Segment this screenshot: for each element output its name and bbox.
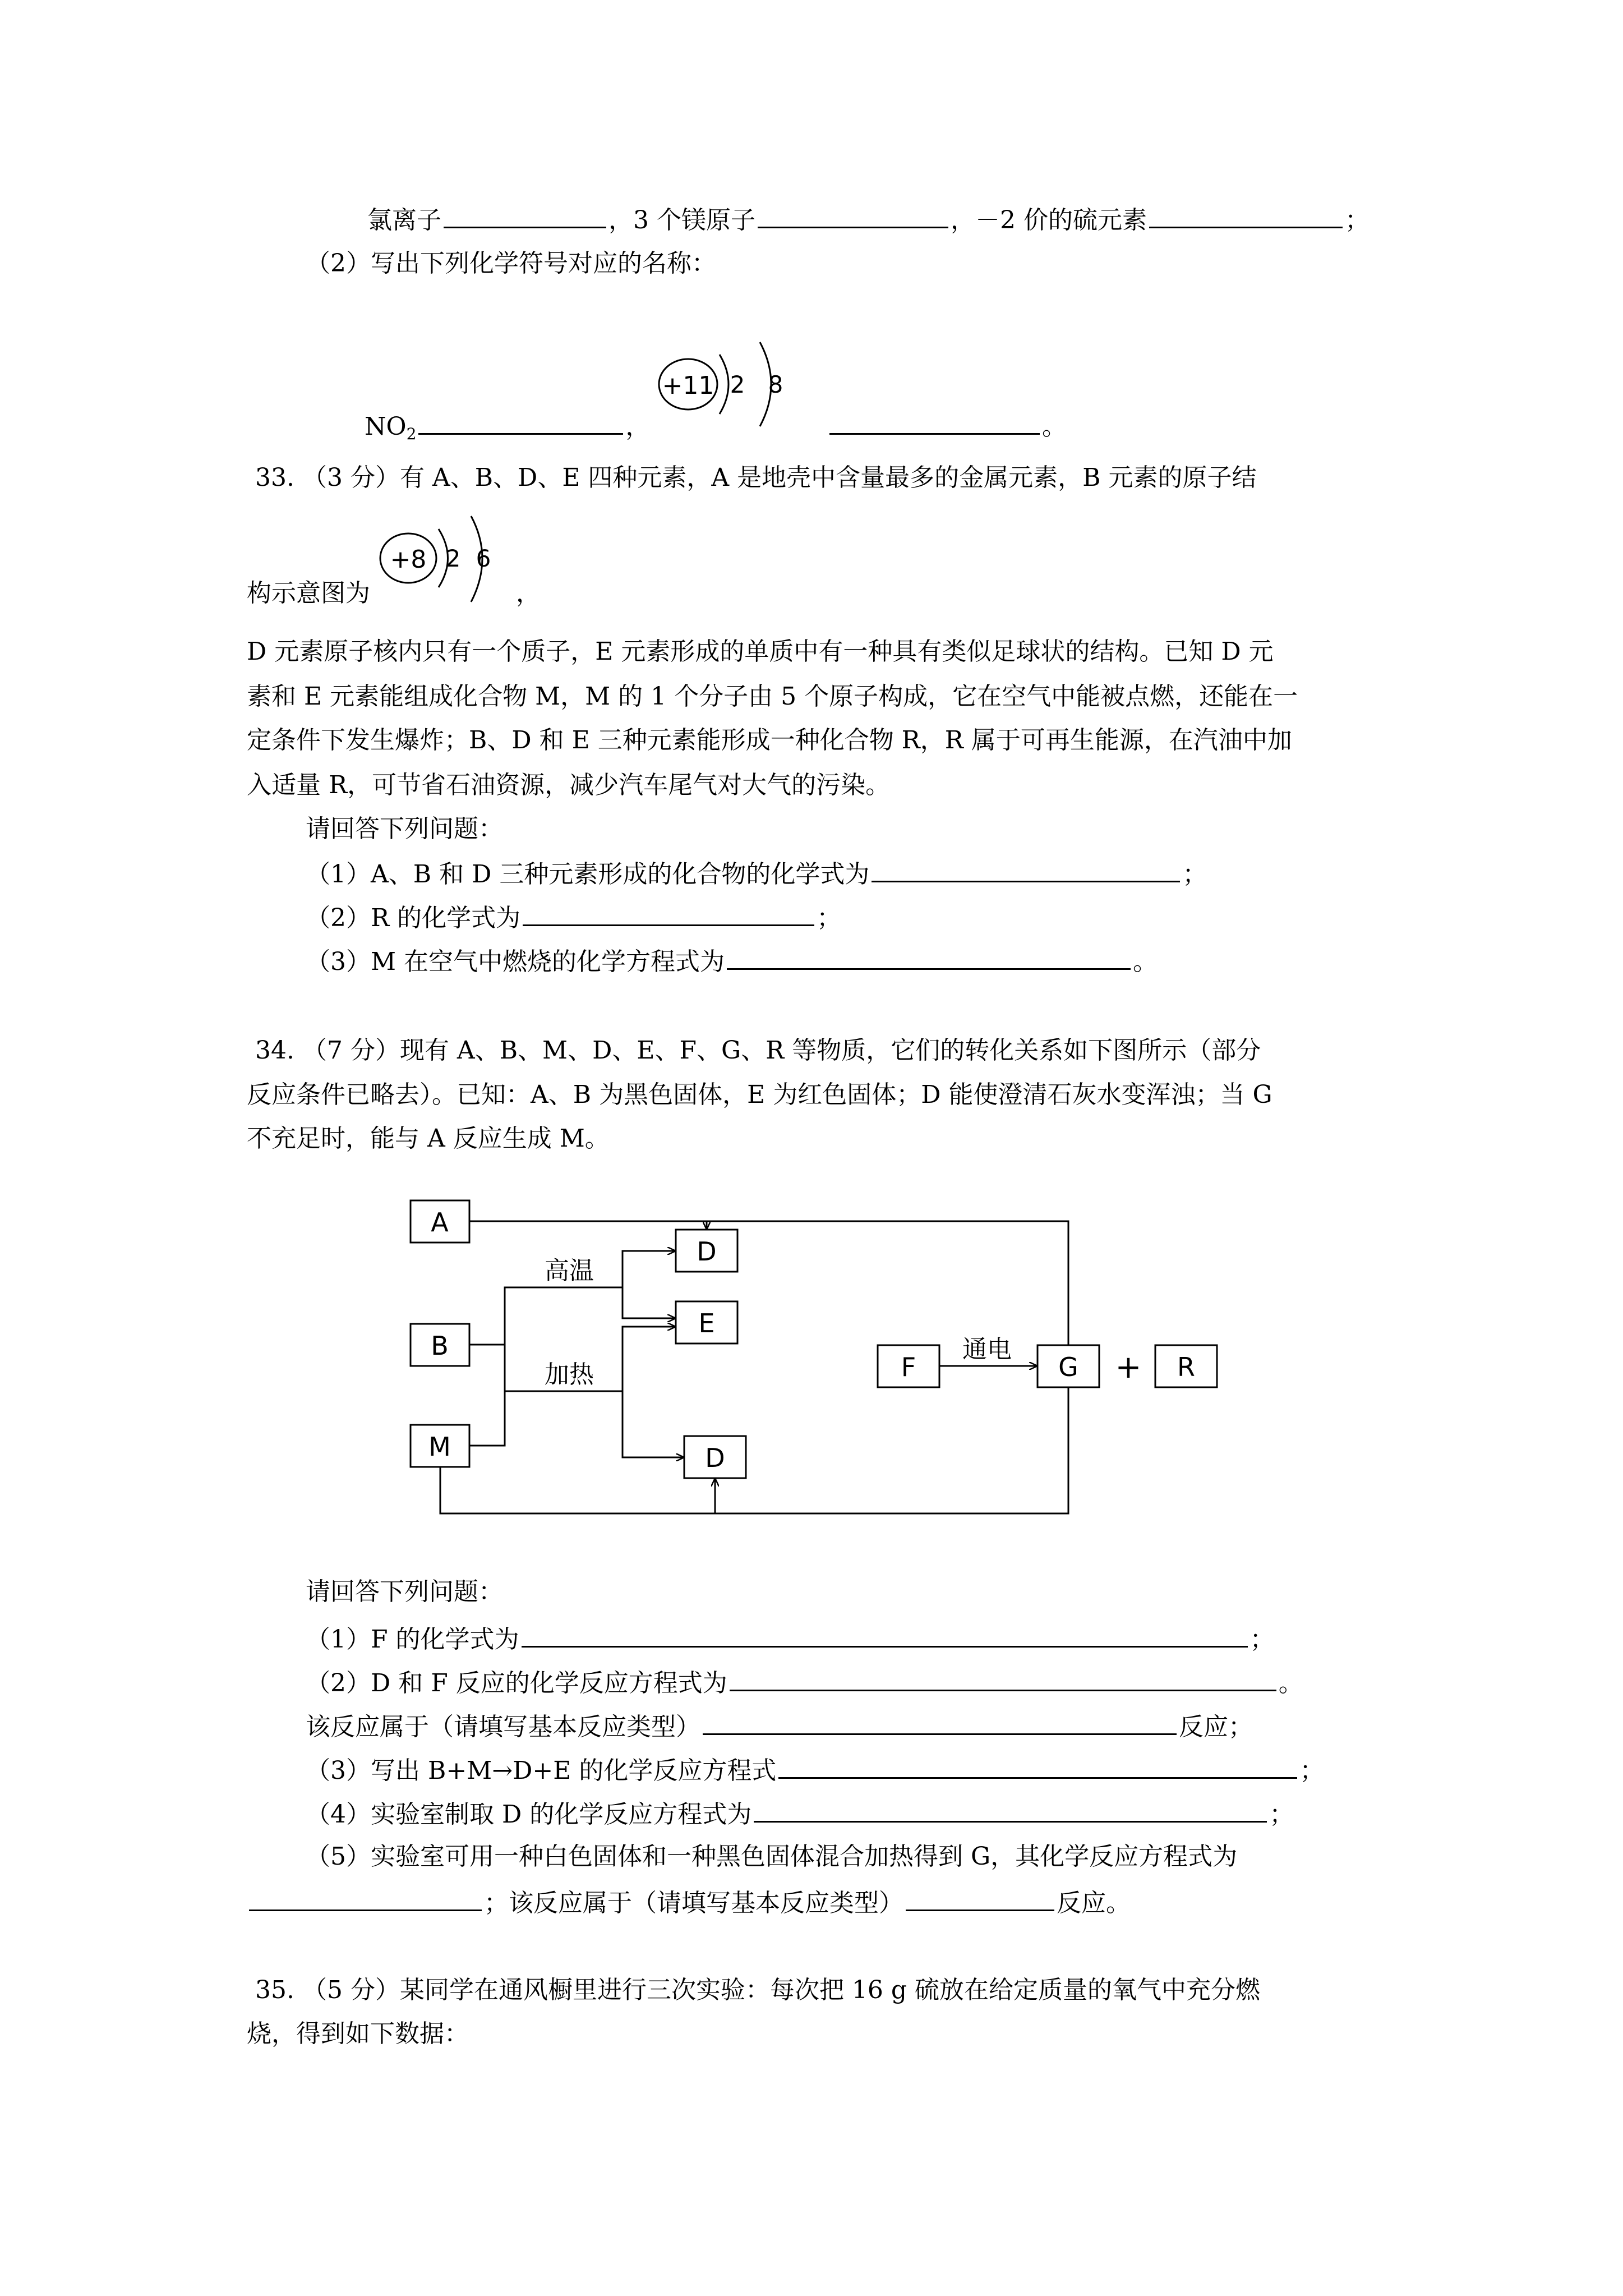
label-D-top: D xyxy=(697,1236,717,1267)
q32-line1: 氯离子 ，3 个镁原子 ，－2 价的硫元素 ； xyxy=(367,202,1370,237)
q34-answer1-blank[interactable] xyxy=(522,1621,1248,1648)
q34-prompt: 请回答下列问题： xyxy=(306,1577,503,1606)
chloride-ion-label: 氯离子 xyxy=(367,206,441,234)
label-E: E xyxy=(698,1308,715,1338)
q34-para-line1: 34. （7 分）现有 A、B、M、D、E、F、G、R 等物质，它们的转化关系如下图所示（部分 xyxy=(255,1036,1261,1065)
q33-diagram-suffix: ， xyxy=(516,579,541,608)
oxygen-shell2-count: 6 xyxy=(476,545,491,572)
q33-answer2-blank[interactable] xyxy=(523,900,814,926)
q33-para-line3: 定条件下发生爆炸；B、D 和 E 三种元素能形成一种化合物 R，R 属于可再生能源，在汽油中加 xyxy=(247,726,1292,754)
no2-line: $NO_2$ ， xyxy=(365,408,650,451)
label-D-bottom: D xyxy=(705,1443,725,1473)
q34-question3: （3）写出 B+M→D+E 的化学反应方程式 ； xyxy=(306,1752,1324,1788)
label-G: G xyxy=(1058,1352,1078,1382)
oxygen-shell1-count: 2 xyxy=(445,545,461,572)
reaction-flow-diagram xyxy=(398,1189,1239,1537)
q34-answer3-blank[interactable] xyxy=(778,1752,1297,1779)
q33-answer1-blank[interactable] xyxy=(872,856,1180,882)
label-M: M xyxy=(428,1432,451,1462)
sodium-nucleus-charge: +11 xyxy=(662,371,714,400)
q33-para-line1: D 元素原子核内只有一个质子，E 元素形成的单质中有一种具有类似足球状的结构。已知 D 元 xyxy=(247,637,1274,666)
sodium-name-blank[interactable] xyxy=(829,408,1040,435)
q34-question5: （5）实验室可用一种白色固体和一种黑色固体混合加热得到 G，其化学反应方程式为 xyxy=(306,1842,1238,1871)
q32-part2: （2）写出下列化学符号对应的名称： xyxy=(306,249,716,278)
oxygen-structure-diagram xyxy=(376,502,510,614)
sodium-shell2-count: 8 xyxy=(768,371,783,398)
label-F: F xyxy=(901,1352,916,1382)
line-M-heating xyxy=(469,1391,623,1446)
q33-question2: （2）R 的化学式为 ； xyxy=(306,900,841,935)
q35-line2: 烧，得到如下数据： xyxy=(247,2019,469,2048)
q34-answer2-blank[interactable] xyxy=(730,1665,1276,1691)
label-R: R xyxy=(1177,1352,1195,1382)
no2-formula: $NO_2$ xyxy=(365,412,417,443)
sodium-structure-diagram xyxy=(653,320,810,438)
condition-heating: 加热 xyxy=(545,1360,594,1389)
q33-intro: 33. （3 分）有 A、B、D、E 四种元素，A 是地壳中含量最多的金属元素，B 元素的原子结 xyxy=(255,463,1257,492)
condition-high-temp: 高温 xyxy=(545,1257,594,1285)
condition-electrolysis: 通电 xyxy=(962,1335,1012,1364)
oxygen-nucleus-charge: +8 xyxy=(390,545,427,574)
line-M-loop xyxy=(440,1387,1068,1513)
arrow-heating-to-E xyxy=(623,1327,676,1391)
mg-atoms-label: 3 个镁原子 xyxy=(633,206,755,234)
q34-answer5-blank[interactable] xyxy=(249,1885,482,1911)
q35-line1: 35. （5 分）某同学在通风橱里进行三次实验：每次把 16 g 硫放在给定质量的氧气中充分燃 xyxy=(255,1976,1261,2004)
label-B: B xyxy=(431,1331,449,1361)
q33-prompt: 请回答下列问题： xyxy=(306,815,503,843)
sulfur-label: －2 价的硫元素 xyxy=(975,206,1147,234)
line-B-high-temp xyxy=(469,1287,623,1345)
q33-question3: （3）M 在空气中燃烧的化学方程式为 。 xyxy=(306,944,1158,979)
sodium-shell1-arc xyxy=(720,355,728,414)
no2-blank[interactable] xyxy=(418,408,623,435)
q34-para-line2: 反应条件已略去）。已知：A、B 为黑色固体，E 为红色固体；D 能使澄清石灰水变浑浊；当 G xyxy=(247,1080,1272,1109)
arrow-high-temp-to-E xyxy=(623,1287,676,1318)
q33-para-line2: 素和 E 元素能组成化合物 M，M 的 1 个分子由 5 个原子构成，它在空气中能被点燃，还能在一 xyxy=(247,682,1298,711)
q34-answer5b-blank[interactable] xyxy=(906,1885,1054,1911)
q33-para-line4: 入适量 R，可节省石油资源，减少汽车尾气对大气的污染。 xyxy=(247,771,891,799)
plus-sign: + xyxy=(1115,1349,1142,1386)
q34-para-line3: 不充足时，能与 A 反应生成 M。 xyxy=(247,1124,610,1153)
q34-question2: （2）D 和 F 反应的化学反应方程式为 。 xyxy=(306,1665,1303,1700)
q33-question1: （1）A、B 和 D 三种元素形成的化合物的化学式为 ； xyxy=(306,856,1207,891)
q34-question2b: 该反应属于（请填写基本反应类型） 反应； xyxy=(306,1709,1253,1744)
q34-question5b: ；该反应属于（请填写基本反应类型） 反应。 xyxy=(247,1885,1131,1920)
q34-question4: （4）实验室制取 D 的化学反应方程式为 ； xyxy=(306,1796,1294,1832)
label-A: A xyxy=(431,1207,449,1237)
q33-diagram-prefix: 构示意图为 xyxy=(247,579,370,608)
arrow-to-D-top xyxy=(623,1251,676,1287)
q34-answer4-blank[interactable] xyxy=(754,1796,1267,1823)
chloride-ion-blank[interactable] xyxy=(444,202,606,228)
q34-question1: （1）F 的化学式为 ； xyxy=(306,1621,1275,1657)
sodium-name-line: 。 xyxy=(827,408,1067,444)
q34-answer2b-blank[interactable] xyxy=(703,1709,1177,1735)
q33-answer3-blank[interactable] xyxy=(727,944,1131,970)
mg-atoms-blank[interactable] xyxy=(758,202,948,228)
sulfur-blank[interactable] xyxy=(1149,202,1343,228)
sodium-shell1-count: 2 xyxy=(730,371,745,398)
arrow-to-D-bottom xyxy=(623,1391,684,1457)
